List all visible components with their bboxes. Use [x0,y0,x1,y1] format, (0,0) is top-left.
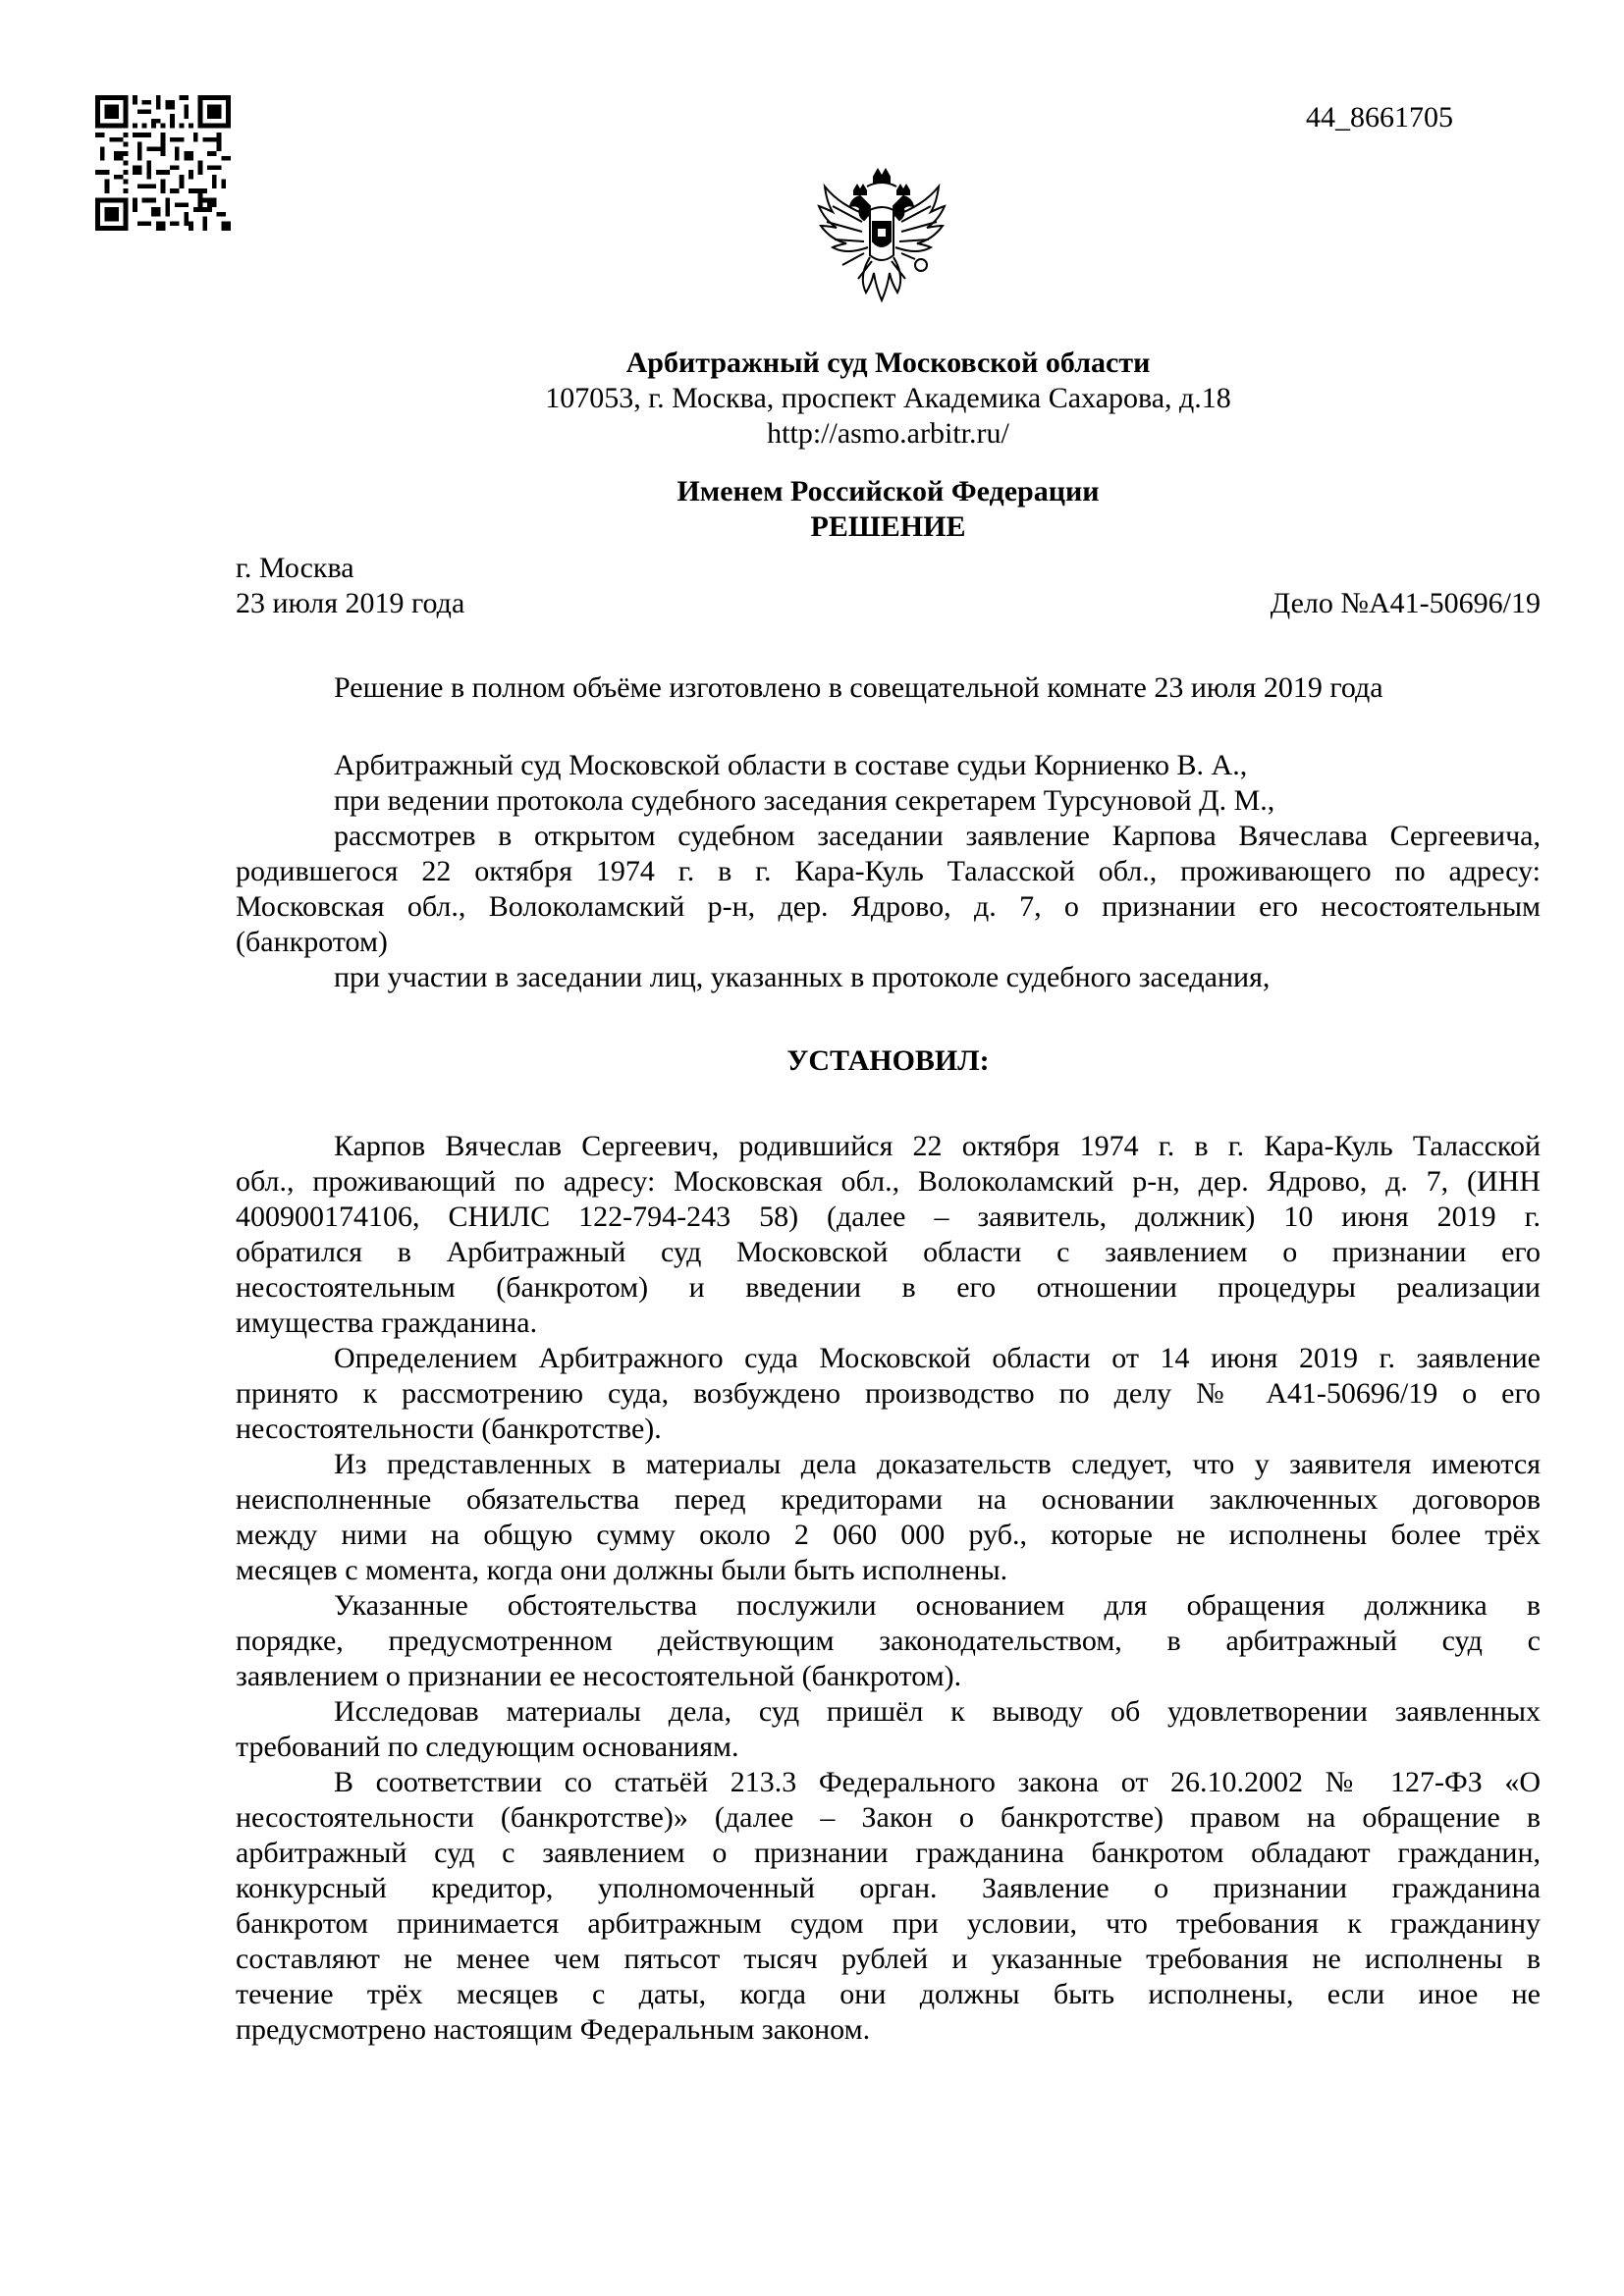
case-number: Дело №А41-50696/19 [1270,587,1541,619]
paragraph-6-line: банкротом принимается арбитражным судом при условии, что требования к гражданину [236,1907,1541,1940]
section-title: УСТАНОВИЛ: [786,1044,990,1077]
court-website: http://asmo.arbitr.ru/ [767,417,1009,450]
paragraph-4-line: Указанные обстоятельства послужили основанием для обращения должника в [334,1589,1541,1622]
court-name: Арбитражный суд Московской области [625,347,1151,379]
paragraph-1-line: имущества гражданина. [236,1307,538,1339]
full-text-note: Решение в полном объёме изготовлено в совещательной комнате 23 июля 2019 года [334,671,1383,704]
intro-line-participants: при участии в заседании лиц, указанных в протоколе судебного заседания, [334,961,1271,993]
paragraph-1-line: 400900174106, СНИЛС 122-794-243 58) (далее – заявитель, должник) 10 июня 2019 г. [236,1201,1541,1233]
paragraph-6-line: конкурсный кредитор, уполномоченный орган. Заявление о признании гражданина [236,1872,1541,1904]
paragraph-3-line: Из представленных в материалы дела доказательств следует, что у заявителя имеются [334,1448,1541,1480]
paragraph-6-line: предусмотрено настоящим Федеральным законом. [236,2013,871,2046]
paragraph-1-line: обратился в Арбитражный суд Московской области с заявлением о признании его [236,1236,1541,1268]
paragraph-2-line: принято к рассмотрению суда, возбуждено производство по делу № А41-50696/19 о его [236,1377,1541,1410]
intro-line-birth: родившегося 22 октября 1974 г. в г. Кара-Куль Таласской обл., проживающего по адресу: [236,855,1541,887]
paragraph-2-line: Определением Арбитражного суда Московской области от 14 июня 2019 г. заявление [334,1342,1541,1374]
paragraph-4-line: заявлением о признании ее несостоятельной (банкротом). [236,1660,962,1692]
paragraph-6-line: составляют не менее чем пятьсот тысяч рублей и указанные требования не исполнены в [236,1943,1541,1975]
qr-code [95,95,231,231]
document-type-heading: РЕШЕНИЕ [810,510,966,543]
decision-date: 23 июля 2019 года [236,587,465,619]
paragraph-6-line: В соответствии со статьёй 213.3 Федерального закона от 26.10.2002 № 127-ФЗ «О [334,1766,1541,1798]
paragraph-3-line: неисполненные обязательства перед кредиторами на основании заключенных договоров [236,1483,1541,1516]
paragraph-3-line: между ними на общую сумму около 2 060 000 руб., которые не исполнены более трёх [236,1519,1541,1551]
paragraph-6-line: течение трёх месяцев с даты, когда они должны быть исполнены, если иное не [236,1978,1541,2010]
paragraph-6-line: арбитражный суд с заявлением о признании гражданина банкротом обладают гражданин, [236,1837,1541,1869]
city: г. Москва [236,552,354,584]
document-id: 44_8661705 [1306,101,1453,133]
paragraph-1-line: Карпов Вячеслав Сергеевич, родившийся 22 октября 1974 г. в г. Кара-Куль Таласской [334,1130,1541,1162]
paragraph-3-line: месяцев с момента, когда они должны были быть исполнены. [236,1554,1008,1586]
paragraph-5-line: Исследовав материалы дела, суд пришёл к выводу об удовлетворении заявленных [334,1695,1541,1728]
paragraph-2-line: несостоятельности (банкротстве). [236,1413,662,1445]
intro-line-secretary: при ведении протокола судебного заседания секретарем Турсуновой Д. М., [334,784,1275,817]
coat-of-arms-emblem [813,167,950,324]
paragraph-1-line: обл., проживающий по адресу: Московская обл., Волоколамский р-н, дер. Ядрово, д. 7, (ИНН [236,1165,1541,1198]
paragraph-5-line: требований по следующим основаниям. [236,1731,739,1763]
intro-line-petition: рассмотрев в открытом судебном заседании заявление Карпова Вячеслава Сергеевича, [334,820,1541,852]
intro-line-judge: Арбитражный суд Московской области в составе судьи Корниенко В. А., [334,749,1248,781]
paragraph-1-line: несостоятельным (банкротом) и введении в его отношении процедуры реализации [236,1271,1541,1304]
paragraph-4-line: порядке, предусмотренном действующим законодательством, в арбитражный суд с [236,1625,1541,1657]
court-address: 107053, г. Москва, проспект Академика Сахарова, д.18 [545,382,1231,414]
intro-line-bankrupt: (банкротом) [236,926,388,958]
intro-line-address: Московская обл., Волоколамский р-н, дер. Ядрово, д. 7, о признании его несостоятельным [236,890,1541,923]
paragraph-6-line: несостоятельности (банкротстве)» (далее – Закон о банкротстве) правом на обращение в [236,1801,1541,1834]
in-name-of-heading: Именем Российской Федерации [677,475,1100,507]
